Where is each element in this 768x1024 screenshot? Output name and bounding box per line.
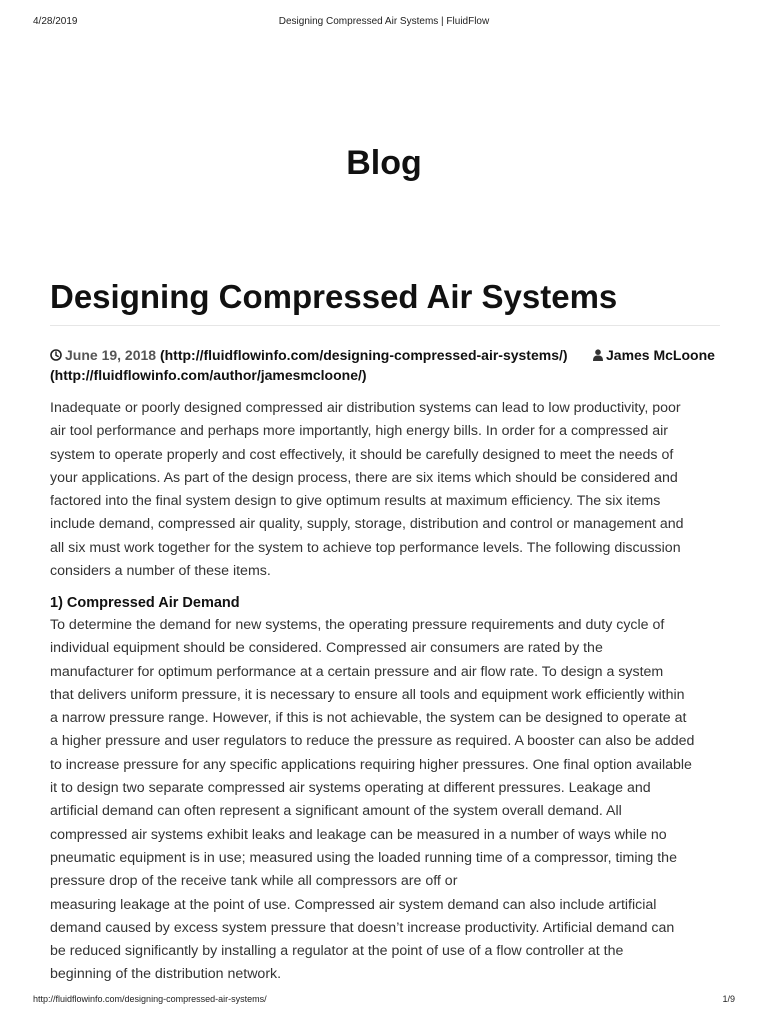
text-line: a narrow pressure range. However, if this is not achievable, the system can be designed to operate at xyxy=(50,710,687,727)
text-line: pressure drop of the receive tank while all compressors are off or xyxy=(50,873,458,890)
text-line: manufacturer for optimum performance at a certain pressure and air flow rate. To design a system xyxy=(50,663,664,680)
page-number: 1/9 xyxy=(722,994,735,1004)
print-date: 4/28/2019 xyxy=(33,16,78,27)
text-line: Inadequate or poorly designed compressed air distribution systems can lead to low productivity, poor xyxy=(50,400,681,416)
text-line: your applications. As part of the design process, there are six items which should be considered and xyxy=(50,469,678,486)
post-author-link[interactable]: (http://fluidflowinfo.com/author/jamesmcloone/) xyxy=(50,367,367,383)
print-doc-title: Designing Compressed Air Systems | FluidFlow xyxy=(278,16,490,27)
section-heading: 1) Compressed Air Demand xyxy=(50,595,240,611)
print-footer xyxy=(0,994,768,1008)
text-line: a higher pressure and user regulators to reduce the pressure as required. A booster can also be added xyxy=(50,733,695,750)
text-line: factored into the final system design to give optimum results at maximum efficiency. The six items xyxy=(50,493,661,510)
post-title: Designing Compressed Air Systems xyxy=(50,278,618,315)
print-url: http://fluidflowinfo.com/designing-compressed-air-systems/ xyxy=(33,994,267,1004)
post-date-link[interactable]: (http://fluidflowinfo.com/designing-compressed-air-systems/) xyxy=(159,347,568,363)
text-line: that delivers uniform pressure, it is necessary to ensure all tools and equipment work efficiently within xyxy=(50,686,685,703)
text-line: system to operate properly and cost effectively, it should be carefully designed to meet the needs of xyxy=(50,446,674,463)
clock-icon xyxy=(50,346,62,366)
text-line: individual equipment should be considered. Compressed air consumers are rated by the xyxy=(50,640,603,657)
user-icon xyxy=(593,346,603,366)
text-line: air tool performance and perhaps more importantly, high energy bills. In order for a compressed air xyxy=(50,423,668,440)
title-divider xyxy=(50,325,720,326)
post-date[interactable]: June 19, 2018 xyxy=(65,347,157,363)
text-line: all six must work together for the system to achieve top performance levels. The following discussion xyxy=(50,539,681,556)
post-author-name[interactable]: James McLoone xyxy=(606,347,715,363)
text-line: To determine the demand for new systems, the operating pressure requirements and duty cycle of xyxy=(50,617,665,633)
text-line: it to design two separate compressed air systems operating at different pressures. Leakage and xyxy=(50,780,651,797)
text-line: pneumatic equipment is in use; measured using the loaded running time of a compressor, timing the xyxy=(50,849,677,866)
text-line: beginning of the distribution network. xyxy=(50,966,282,983)
text-line: measuring leakage at the point of use. Compressed air system demand can also include artificial xyxy=(50,896,657,913)
text-line: to increase pressure for any specific applications requiring higher pressures. One final option available xyxy=(50,756,692,773)
post-author[interactable] xyxy=(593,345,715,366)
section-paragraph xyxy=(50,614,722,987)
text-line: considers a number of these items. xyxy=(50,563,271,580)
text-line: include demand, compressed air quality, supply, storage, distribution and control or management and xyxy=(50,516,684,533)
intro-paragraph xyxy=(50,397,722,583)
text-line: be reduced significantly by installing a regulator at the point of use of a flow controller at the xyxy=(50,943,624,960)
print-header xyxy=(0,16,768,30)
text-line: demand caused by excess system pressure that doesn’t increase productivity. Artificial demand can xyxy=(50,919,675,936)
text-line: compressed air systems exhibit leaks and leakage can be measured in a number of ways while no xyxy=(50,826,667,843)
text-line: artificial demand can often represent a significant amount of the system overall demand. All xyxy=(50,803,622,820)
blog-heading: Blog xyxy=(346,144,422,182)
post-date-row[interactable] xyxy=(50,345,568,366)
